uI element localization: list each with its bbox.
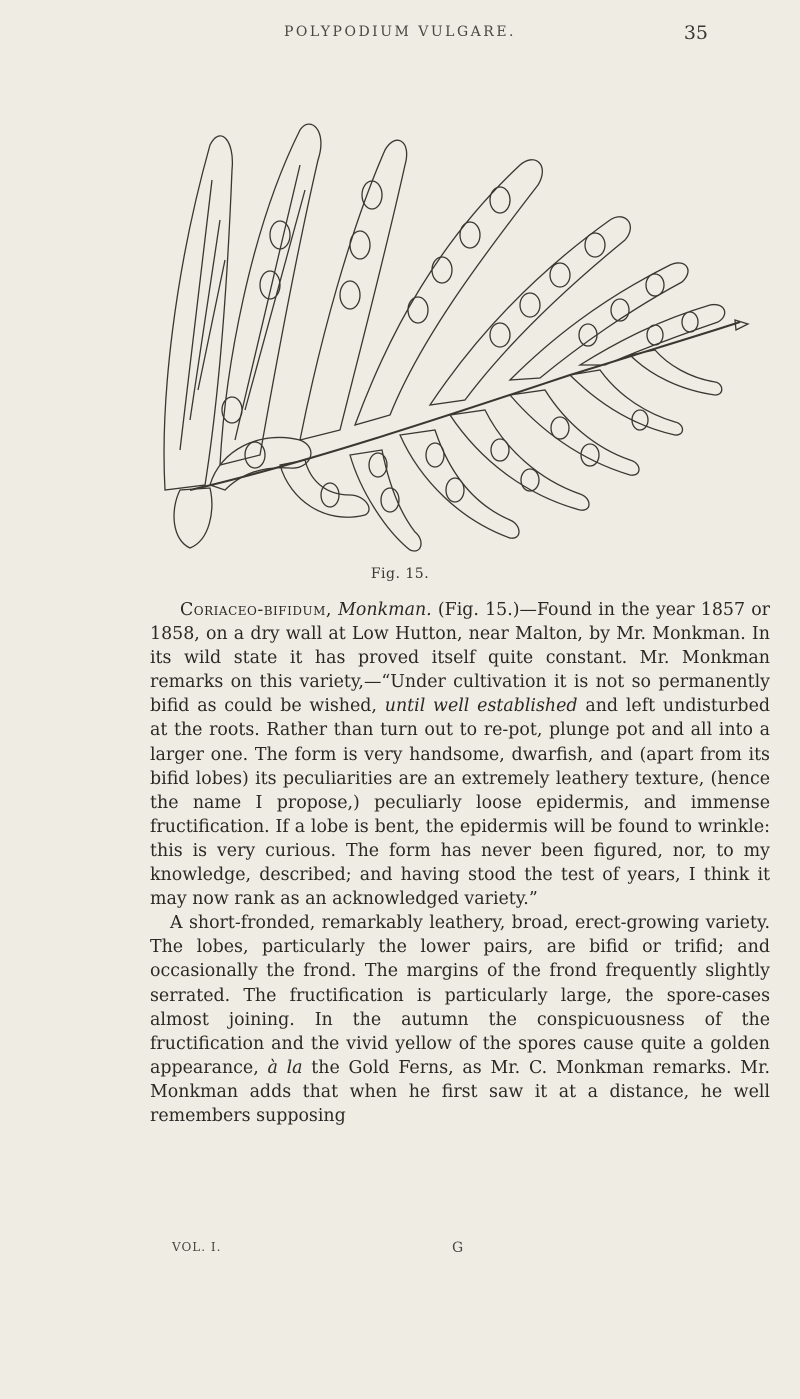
figure-caption: Fig. 15.: [370, 566, 430, 582]
paragraph-2: [150, 911, 770, 1128]
paragraph-1-emphasis: until well established: [384, 696, 578, 717]
page-header: [0, 22, 800, 52]
running-title: POLYPODIUM VULGARE.: [284, 24, 516, 40]
upper-pinnae: [164, 124, 725, 490]
paragraph-2-text-a: A short-fronded, remarkably leathery, broad, erect-growing variety. The lobes, particularly the lower pairs, are bifid or trifid; and occasionally the frond. The margins of the frond frequently slightly serrated. The fructification is particularly large, the spore-cases almost joining. In the autumn the conspicuousness of the fructification and the vivid yellow of the spores cause quite a golden appearance,: [150, 913, 770, 1078]
signature-mark: G: [452, 1240, 465, 1256]
variety-author: Monkman.: [338, 600, 432, 620]
page-number: 35: [683, 22, 708, 44]
page-footer: [172, 1240, 472, 1262]
paragraph-2-text-b: the Gold Ferns, as Mr. C. Monkman remarks. Mr. Monkman adds that when he first saw it at a distance, he well remembers supposing: [150, 1057, 770, 1126]
volume-label: VOL. I.: [172, 1240, 222, 1254]
paragraph-1-text-a: (Fig. 15.)—Found in the year 1857 or 1858, on a dry wall at Low Hutton, near Malton, by Mr. Monkman. In its wild state it has proved itself quite constant. Mr. Monkman remarks on this variety,—“Under cultivation it is not so permanently bifid as could be wished,: [150, 600, 770, 717]
fern-frond-illustration: [150, 70, 750, 560]
paragraph-1-text-b: and left undisturbed at the roots. Rather than turn out to re-pot, plunge pot and all into a larger one. The form is very handsome, dwarfish, and (apart from its bifid lobes) its peculiarities are an extremely leathery texture, (hence the name I propose,) peculiarly loose epidermis, and immense fructification. If a lobe is bent, the epidermis will be found to wrinkle: this is very curious. The form has never been figured, nor, to my knowledge, described; and having stood the test of years, I think it may now rank as an acknowledged variety.”: [150, 696, 770, 910]
paragraph-2-emphasis: à la: [267, 1057, 303, 1078]
frond-rachis: [190, 322, 740, 490]
body-text: [150, 598, 770, 1128]
variety-name: Coriaceo-bifidum,: [180, 600, 332, 620]
paragraph-1: [150, 598, 770, 911]
